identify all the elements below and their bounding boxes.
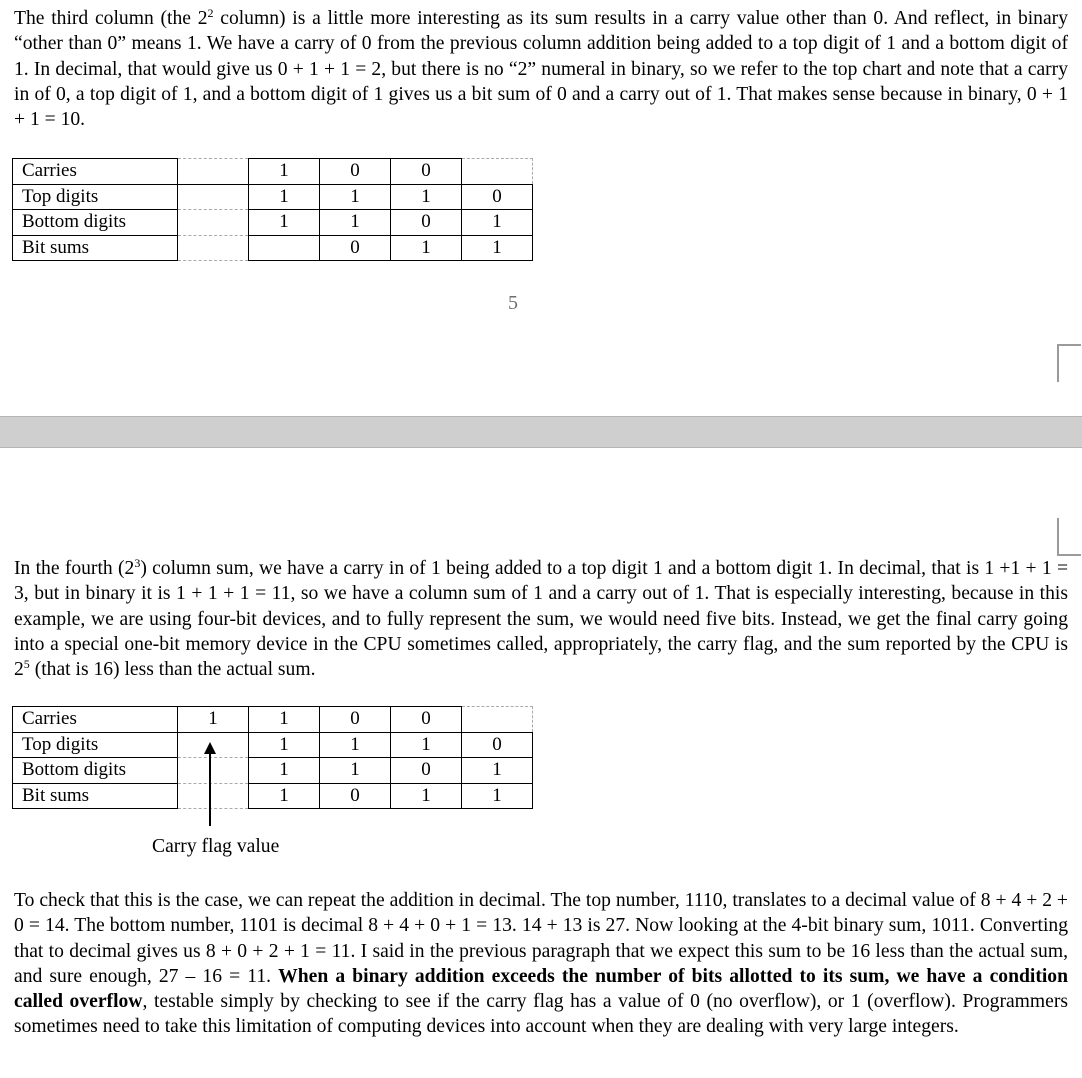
table-cell: 0 (391, 707, 462, 733)
table-row (13, 159, 533, 185)
table-cell: 1 (320, 210, 391, 236)
row-label: Top digits (13, 732, 178, 758)
table-row (13, 732, 533, 758)
table-cell: 0 (391, 159, 462, 185)
table-cell: 0 (391, 210, 462, 236)
carry-flag-arrow-icon (200, 740, 220, 828)
table-cell: 1 (249, 758, 320, 784)
table-cell: 1 (320, 758, 391, 784)
page-number: 5 (508, 292, 518, 314)
row-label: Bit sums (13, 235, 178, 261)
table-cell: 1 (320, 732, 391, 758)
table-cell: 1 (249, 707, 320, 733)
table-cell: 1 (462, 758, 533, 784)
table-cell: 0 (462, 184, 533, 210)
table-cell: 1 (462, 783, 533, 809)
table-cell: 0 (320, 235, 391, 261)
table-cell: 0 (320, 707, 391, 733)
row-label: Bit sums (13, 783, 178, 809)
table-cell: 1 (391, 732, 462, 758)
paragraph-overflow-check: To check that this is the case, we can repeat the addition in decimal. The top number, 1110, translates to a decimal value of 8 + 4 + 2 + 0 = 14. The bottom number, 1101 is decimal 8 + 4 + 0 + 1 = 13. 14 + 13 is 27. Now looking at the 4-bit binary sum, 1011. Converting that to decimal gives us 8 + 0 + 2 + 1 = 11. I said in the previous paragraph that we expect this sum to be 16 less than the actual sum, and sure enough, 27 – 16 = 11. When a binary addition exceeds the number of bits allotted to its sum, we have a condition called overflow, testable simply by checking to see if the carry flag has a value of 0 (no overflow), or 1 (overflow). Programmers sometimes need to take this limitation of computing devices into account when they are dealing with very large integers. (14, 890, 1068, 1038)
table-cell: 1 (391, 235, 462, 261)
table-cell: 1 (249, 732, 320, 758)
table-cell: 1 (391, 184, 462, 210)
table-cell: 1 (462, 210, 533, 236)
row-label: Carries (13, 707, 178, 733)
carry-flag-caption: Carry flag value (152, 836, 280, 857)
page-corner-mark (1057, 518, 1081, 556)
table-row (13, 758, 533, 784)
page-separator (0, 416, 1082, 448)
table-row (13, 235, 533, 261)
binary-addition-table-2 (12, 706, 533, 809)
table-cell: 1 (320, 184, 391, 210)
row-label: Bottom digits (13, 210, 178, 236)
table-cell: 1 (391, 783, 462, 809)
table-cell: 1 (178, 707, 249, 733)
table-cell (462, 707, 533, 733)
row-label: Bottom digits (13, 758, 178, 784)
table-cell: 1 (249, 210, 320, 236)
table-cell (462, 159, 533, 185)
page-corner-mark (1057, 344, 1081, 382)
table-cell: 1 (249, 783, 320, 809)
table-cell: 0 (320, 159, 391, 185)
table-row (13, 783, 533, 809)
table-cell: 0 (320, 783, 391, 809)
binary-addition-table-1 (12, 158, 533, 261)
table-row (13, 210, 533, 236)
table-cell (178, 235, 249, 261)
row-label: Carries (13, 159, 178, 185)
table-cell: 1 (249, 159, 320, 185)
row-label: Top digits (13, 184, 178, 210)
table-cell (178, 184, 249, 210)
table-cell: 1 (462, 235, 533, 261)
table-cell: 0 (462, 732, 533, 758)
table-row (13, 184, 533, 210)
paragraph-fourth-column: In the fourth $(2^3)$ column sum, we have a carry in of 1 being added to a top digit 1 and a bottom digit 1. In decimal, that is 1 +1 + 1 = 3, but in binary it is 1 + 1 + 1 = 11, so we have a column sum of 1 and a carry out of 1. That is especially interesting, because in this example, we are using four-bit devices, and to fully represent the sum, we would need five bits. Instead, we get the final carry going into a special one-bit memory device in the CPU sometimes called, appropriately, the carry flag, and the sum reported by the CPU is $2^5$ (that is 16) less than the actual sum. (14, 556, 1068, 681)
paragraph-third-column: The third column (the $2^2$ column) is a little more interesting as its sum results in a carry value other than 0. And reflect, in binary “other than 0” means 1. We have a carry of 0 from the previous column addition being added to a top digit of 1 and a bottom digit of 1. In decimal, that would give us 0 + 1 + 1 = 2, but there is no “2” numeral in binary, so we refer to the top chart and note that a carry in of 0, a top digit of 1, and a bottom digit of 1 gives us a bit sum of 0 and a carry out of 1. That makes sense because in binary, 0 + 1 + 1 = 10. (14, 6, 1068, 131)
table-cell: 1 (249, 184, 320, 210)
table-row (13, 707, 533, 733)
table-cell (249, 235, 320, 261)
table-cell: 0 (391, 758, 462, 784)
table-cell (178, 210, 249, 236)
table-cell (178, 159, 249, 185)
